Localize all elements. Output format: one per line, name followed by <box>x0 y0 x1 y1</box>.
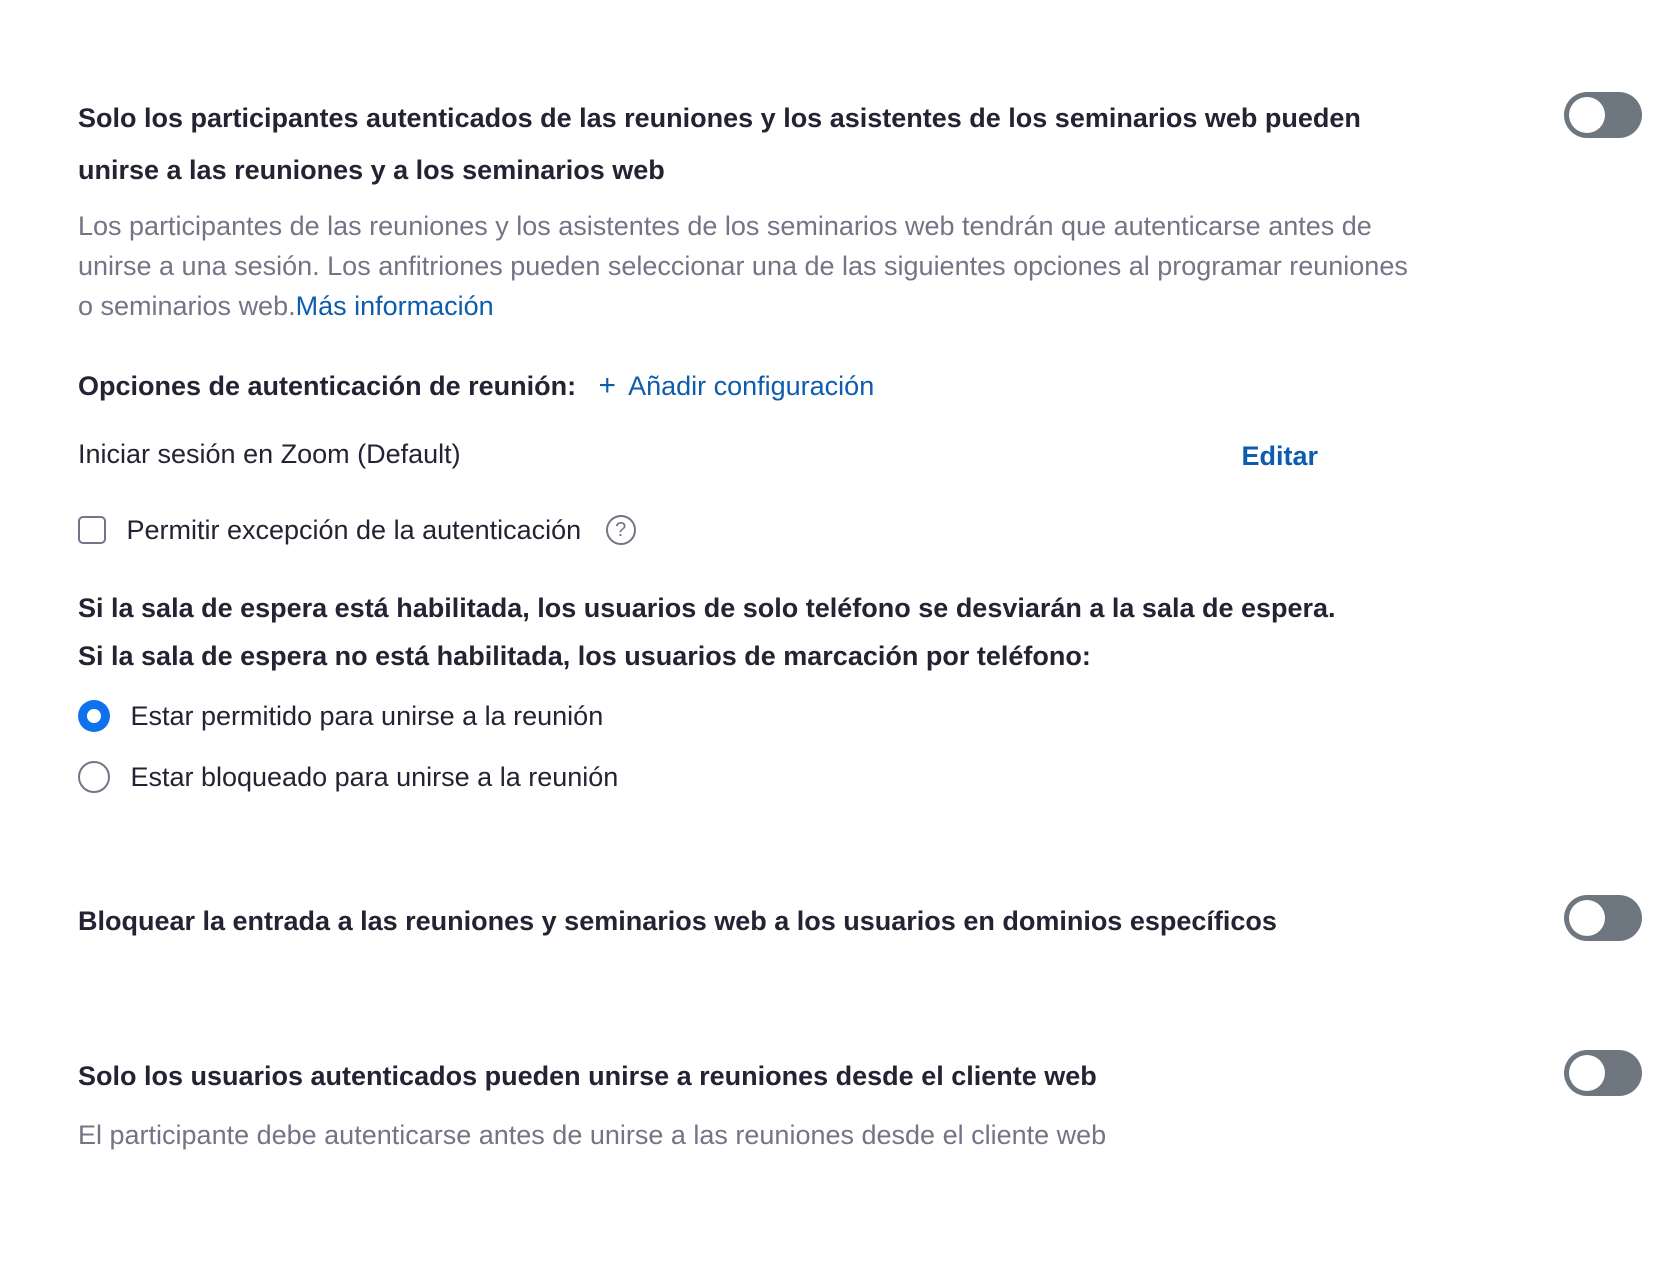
toggle-knob <box>1569 900 1605 936</box>
setting-title: Solo los participantes autenticados de las reuniones y los asistentes de los seminarios web pueden unirse a las reuniones y a los seminarios web <box>78 103 1361 185</box>
auth-participants-description <box>78 206 1428 326</box>
waiting-room-note-1: Si la sala de espera está habilitada, los usuarios de solo teléfono se desviarán a la sala de espera. <box>78 593 1336 623</box>
plus-icon: + <box>598 369 617 402</box>
exception-checkbox-row[interactable] <box>78 510 878 552</box>
toggle-knob <box>1569 1055 1605 1091</box>
setting-description: El participante debe autenticarse antes de unirse a las reuniones desde el cliente web <box>78 1120 1107 1150</box>
web-client-auth-description <box>78 1115 1428 1155</box>
waiting-room-notes <box>78 584 1378 680</box>
setting-title: Solo los usuarios autenticados pueden unirse a reuniones desde el cliente web <box>78 1061 1097 1091</box>
add-config-label: Añadir configuración <box>628 371 875 401</box>
waiting-room-note-2: Si la sala de espera no está habilitada, los usuarios de marcación por teléfono: <box>78 641 1091 671</box>
block-domains-setting <box>78 895 1428 947</box>
radio-option-blocked[interactable] <box>78 757 878 799</box>
radio-blocked[interactable] <box>78 761 110 793</box>
setting-description: Los participantes de las reuniones y los asistentes de los seminarios web tendrán que autenticarse antes de unirse a una sesión. Los anfitriones pueden seleccionar una de las siguientes opciones al programar reuniones o seminarios web. <box>78 211 1408 321</box>
radio-allowed[interactable] <box>78 700 110 732</box>
help-icon[interactable]: ? <box>606 515 636 545</box>
toggle-knob <box>1569 97 1605 133</box>
auth-option-name: Iniciar sesión en Zoom (Default) <box>78 439 461 469</box>
add-config-button[interactable] <box>599 371 875 401</box>
auth-participants-setting <box>78 92 1428 196</box>
exception-checkbox[interactable] <box>78 516 106 544</box>
web-client-auth-setting <box>78 1050 1428 1102</box>
radio-option-allowed[interactable] <box>78 696 878 738</box>
auth-options-label: Opciones de autenticación de reunión: <box>78 371 577 401</box>
web-client-auth-toggle[interactable] <box>1564 1050 1642 1096</box>
block-domains-toggle[interactable] <box>1564 895 1642 941</box>
auth-participants-toggle[interactable] <box>1564 92 1642 138</box>
more-info-link[interactable]: Más información <box>295 291 494 321</box>
auth-option-item <box>78 434 1318 476</box>
radio-blocked-label: Estar bloqueado para unirse a la reunión <box>130 762 619 792</box>
setting-title: Bloquear la entrada a las reuniones y seminarios web a los usuarios en dominios específicos <box>78 906 1277 936</box>
radio-allowed-label: Estar permitido para unirse a la reunión <box>130 701 604 731</box>
auth-options-row <box>78 366 978 406</box>
exception-checkbox-label: Permitir excepción de la autenticación <box>126 515 582 545</box>
edit-link[interactable]: Editar <box>1241 441 1318 471</box>
